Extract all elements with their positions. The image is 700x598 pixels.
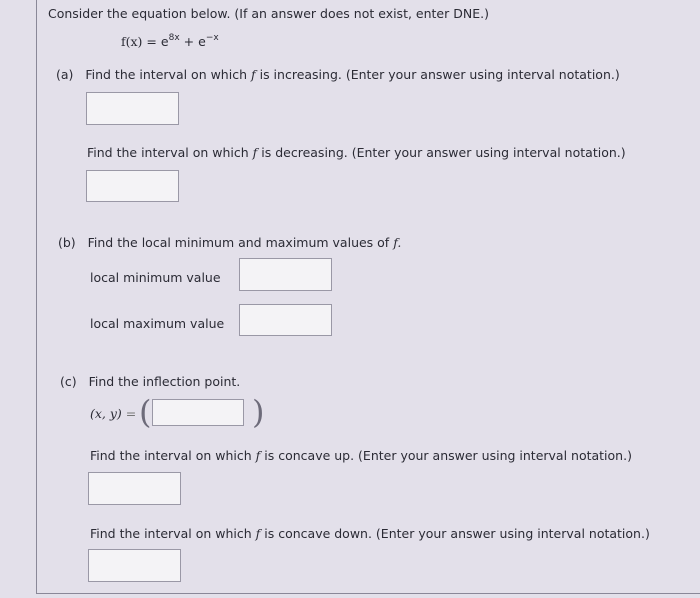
term2-exponent: −x	[205, 33, 219, 43]
concave-down-post: is concave down. (Enter your answer using interval notation.)	[260, 526, 650, 541]
part-a-q1-pre: Find the interval on which	[85, 67, 251, 82]
part-c-question	[60, 374, 240, 389]
point-label-text: (x, y)	[90, 406, 122, 421]
part-a-label: (a)	[56, 67, 74, 82]
equation-equals: =	[146, 34, 157, 50]
part-a-q2-pre: Find the interval on which	[87, 145, 253, 160]
equation-plus: +	[183, 34, 195, 50]
part-c-label: (c)	[60, 374, 77, 389]
part-a-q2-f: f	[252, 145, 258, 160]
term1-base: e	[160, 34, 169, 50]
part-a-question-decreasing	[87, 145, 626, 160]
concave-up-post: is concave up. (Enter your answer using interval notation.)	[260, 448, 632, 463]
part-a-q1-post: is increasing. (Enter your answer using interval notation.)	[255, 67, 620, 82]
concave-down-pre: Find the interval on which	[90, 526, 256, 541]
local-max-input[interactable]	[239, 304, 332, 336]
open-paren: (	[139, 393, 152, 431]
part-b-question-text: Find the local minimum and maximum values of	[87, 235, 394, 250]
part-b-label: (b)	[58, 235, 76, 250]
part-a-q2-post: is decreasing. (Enter your answer using interval notation.)	[257, 145, 626, 160]
concave-up-pre: Find the interval on which	[90, 448, 256, 463]
local-min-input[interactable]	[239, 258, 332, 291]
concave-down-input[interactable]	[88, 549, 181, 582]
local-min-label: local minimum value	[90, 270, 221, 285]
concave-up-f: f	[255, 448, 261, 463]
term2-base: e	[198, 34, 206, 50]
part-c-question-text: Find the inflection point.	[88, 374, 241, 389]
term1-exponent: 8x	[168, 33, 180, 43]
local-max-label: local maximum value	[90, 316, 225, 331]
point-equals: =	[125, 406, 137, 421]
problem-intro: Consider the equation below. (If an answer does not exist, enter DNE.)	[48, 6, 489, 21]
increasing-interval-input[interactable]	[86, 92, 179, 125]
part-b-question-f: f.	[393, 235, 402, 250]
decreasing-interval-input[interactable]	[86, 170, 179, 202]
part-a-q1-f: f	[250, 67, 256, 82]
concave-down-question	[90, 526, 650, 541]
equation	[121, 34, 219, 49]
inflection-point-label	[90, 406, 136, 421]
concave-up-question	[90, 448, 632, 463]
part-b-question	[58, 235, 401, 250]
concave-up-input[interactable]	[88, 472, 181, 505]
concave-down-f: f	[255, 526, 261, 541]
inflection-point-input[interactable]	[152, 399, 244, 426]
close-paren: )	[252, 393, 265, 431]
part-a-question-increasing	[56, 67, 620, 82]
equation-lhs: f(x)	[121, 34, 143, 50]
